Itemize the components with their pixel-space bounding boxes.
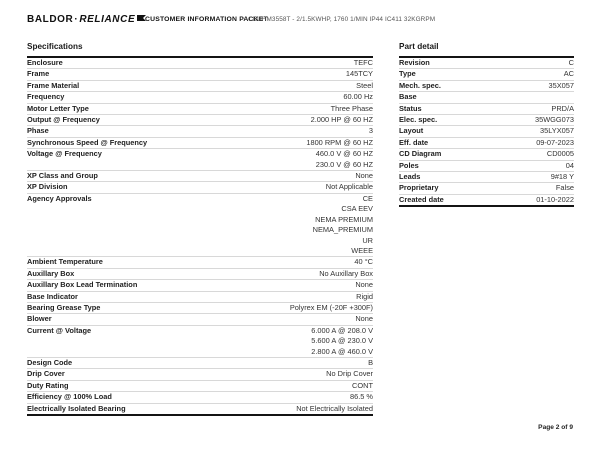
table-row bbox=[399, 92, 574, 103]
table-row bbox=[399, 138, 574, 149]
table-row bbox=[27, 58, 373, 69]
row-value: C bbox=[568, 58, 574, 67]
row-value: 04 bbox=[565, 160, 574, 170]
table-row bbox=[399, 183, 574, 194]
row-values bbox=[68, 182, 373, 192]
row-value: 2.000 HP @ 60 HZ bbox=[310, 115, 373, 125]
row-label: Layout bbox=[399, 126, 424, 136]
row-label: Design Code bbox=[27, 357, 73, 367]
row-values bbox=[112, 392, 373, 402]
row-label: Base bbox=[399, 92, 417, 102]
row-value: 6.000 A @ 208.0 V bbox=[311, 325, 373, 335]
table-row bbox=[399, 161, 574, 172]
table-row bbox=[399, 104, 574, 115]
row-values bbox=[49, 126, 373, 136]
table-row bbox=[399, 58, 574, 69]
baldor-reliance-logo bbox=[27, 14, 146, 25]
row-value: Rigid bbox=[356, 291, 373, 301]
table-row bbox=[27, 126, 373, 137]
row-value: 86.5 % bbox=[349, 392, 373, 402]
row-value: 1800 RPM @ 60 HZ bbox=[306, 137, 373, 147]
row-values bbox=[430, 58, 574, 68]
row-label: Frequency bbox=[27, 92, 65, 102]
table-row bbox=[27, 194, 373, 257]
table-row bbox=[27, 381, 373, 392]
row-value: CD0005 bbox=[546, 149, 574, 159]
row-label: Poles bbox=[399, 160, 419, 170]
row-value: Polyrex EM (-20F +300F) bbox=[289, 302, 373, 312]
table-row bbox=[27, 269, 373, 280]
row-value: Not Applicable bbox=[325, 182, 373, 192]
row-value: WEEE bbox=[351, 245, 373, 255]
row-label: Status bbox=[399, 103, 422, 113]
row-value: Not Electrically Isolated bbox=[296, 403, 373, 413]
row-values bbox=[438, 183, 574, 193]
table-row bbox=[27, 182, 373, 193]
row-values bbox=[126, 404, 373, 414]
row-label: Motor Letter Type bbox=[27, 103, 89, 113]
row-value: 60.00 Hz bbox=[343, 92, 373, 102]
row-label: CD Diagram bbox=[399, 149, 442, 159]
row-label: Leads bbox=[399, 172, 421, 182]
row-values bbox=[78, 292, 373, 302]
row-label: Proprietary bbox=[399, 183, 439, 193]
row-values bbox=[91, 326, 373, 357]
table-row bbox=[27, 104, 373, 115]
row-value: 01-10-2022 bbox=[536, 194, 574, 204]
table-row bbox=[27, 92, 373, 103]
row-label: Voltage @ Frequency bbox=[27, 149, 102, 159]
row-values bbox=[52, 314, 373, 324]
row-label: Electrically Isolated Bearing bbox=[27, 403, 126, 413]
row-label: Phase bbox=[27, 126, 49, 136]
row-value: 09-07-2023 bbox=[536, 137, 574, 147]
row-value: NEMA_PREMIUM bbox=[312, 225, 373, 235]
row-value: CSA EEV bbox=[341, 204, 373, 214]
table-row bbox=[27, 358, 373, 369]
row-values bbox=[441, 149, 574, 159]
row-label: Blower bbox=[27, 314, 52, 324]
table-row bbox=[27, 171, 373, 182]
specifications-table bbox=[27, 56, 373, 416]
row-value: No Drip Cover bbox=[326, 369, 373, 379]
row-values bbox=[137, 280, 373, 290]
row-value: 460.0 V @ 60 HZ bbox=[315, 149, 373, 159]
row-value: AC bbox=[563, 69, 574, 79]
table-row bbox=[27, 369, 373, 380]
row-label: Eff. date bbox=[399, 137, 429, 147]
table-row bbox=[399, 69, 574, 80]
table-row bbox=[27, 404, 373, 414]
row-label: Current @ Voltage bbox=[27, 325, 92, 335]
table-row bbox=[27, 303, 373, 314]
row-value: None bbox=[355, 314, 373, 324]
row-values bbox=[49, 69, 373, 79]
row-values bbox=[420, 172, 574, 182]
row-value: 5.600 A @ 230.0 V bbox=[311, 336, 373, 346]
row-label: Frame bbox=[27, 69, 50, 79]
row-label: Elec. spec. bbox=[399, 115, 438, 125]
row-values bbox=[68, 381, 373, 391]
table-row bbox=[399, 126, 574, 137]
row-value: CONT bbox=[352, 380, 373, 390]
row-label: Auxillary Box Lead Termination bbox=[27, 280, 138, 290]
row-label: Ambient Temperature bbox=[27, 257, 103, 267]
row-label: Type bbox=[399, 69, 416, 79]
row-label: Efficiency @ 100% Load bbox=[27, 392, 112, 402]
table-row bbox=[27, 69, 373, 80]
row-label: Auxillary Box bbox=[27, 268, 75, 278]
table-row bbox=[399, 81, 574, 92]
part-detail-table bbox=[399, 56, 574, 207]
row-values bbox=[89, 104, 373, 114]
specifications-heading: Specifications bbox=[27, 42, 83, 51]
table-row bbox=[27, 115, 373, 126]
row-value: None bbox=[355, 171, 373, 181]
row-value: 35WGG073 bbox=[534, 115, 574, 125]
row-label: Synchronous Speed @ Frequency bbox=[27, 137, 148, 147]
row-value: No Auxillary Box bbox=[319, 268, 373, 278]
row-values bbox=[72, 358, 373, 368]
row-values bbox=[416, 69, 574, 79]
row-label: XP Division bbox=[27, 182, 68, 192]
part-detail-heading: Part detail bbox=[399, 42, 439, 51]
row-values bbox=[441, 81, 574, 91]
table-row bbox=[27, 81, 373, 92]
page-number: Page 2 of 9 bbox=[538, 424, 573, 431]
row-label: Agency Approvals bbox=[27, 193, 92, 203]
row-value: 3 bbox=[368, 126, 373, 136]
table-row bbox=[399, 172, 574, 183]
row-value: Three Phase bbox=[330, 103, 373, 113]
row-label: Frame Material bbox=[27, 80, 80, 90]
row-value: 145TCY bbox=[345, 69, 373, 79]
row-values bbox=[63, 58, 373, 68]
row-values bbox=[437, 115, 574, 125]
row-value: 2.800 A @ 460.0 V bbox=[311, 346, 373, 356]
row-value: False bbox=[555, 183, 574, 193]
row-value: TEFC bbox=[353, 58, 373, 67]
brand-separator: · bbox=[74, 14, 79, 25]
brand-baldor: BALDOR bbox=[27, 14, 74, 25]
row-values bbox=[423, 126, 574, 136]
row-label: Output @ Frequency bbox=[27, 115, 100, 125]
row-values bbox=[444, 195, 574, 205]
row-label: Revision bbox=[399, 58, 430, 67]
table-row bbox=[27, 292, 373, 303]
row-values bbox=[98, 171, 373, 181]
row-values bbox=[103, 257, 373, 267]
row-label: Duty Rating bbox=[27, 380, 69, 390]
row-values bbox=[417, 92, 574, 102]
row-values bbox=[79, 81, 373, 91]
table-row bbox=[27, 392, 373, 403]
row-value: 35LYX057 bbox=[540, 126, 574, 136]
row-values bbox=[100, 303, 373, 313]
row-label: Base Indicator bbox=[27, 291, 78, 301]
table-row bbox=[399, 115, 574, 126]
part-summary: CEUHM3558T - 2/1.5KWHP, 1760 1/MIN IP44 IC411 32KGRPM bbox=[248, 16, 436, 23]
row-values bbox=[65, 369, 373, 379]
row-value: PRD/A bbox=[551, 103, 574, 113]
document-title: CUSTOMER INFORMATION PACKET bbox=[145, 16, 268, 23]
row-values bbox=[147, 138, 373, 148]
row-value: Steel bbox=[356, 80, 373, 90]
row-value: None bbox=[355, 280, 373, 290]
row-label: XP Class and Group bbox=[27, 171, 98, 181]
table-row bbox=[27, 149, 373, 171]
table-row bbox=[27, 138, 373, 149]
row-value: NEMA PREMIUM bbox=[315, 214, 373, 224]
row-values bbox=[422, 104, 574, 114]
table-row bbox=[399, 149, 574, 160]
row-values bbox=[74, 269, 373, 279]
part-detail-section bbox=[399, 42, 574, 207]
row-values bbox=[419, 161, 574, 171]
table-row bbox=[27, 257, 373, 268]
row-label: Mech. spec. bbox=[399, 80, 441, 90]
row-value: CE bbox=[362, 193, 373, 203]
row-values bbox=[100, 115, 373, 125]
row-values bbox=[102, 149, 373, 170]
row-label: Drip Cover bbox=[27, 369, 65, 379]
specifications-section bbox=[27, 42, 373, 416]
row-value: UR bbox=[362, 235, 373, 245]
row-value: 40 °C bbox=[354, 257, 373, 267]
table-row bbox=[27, 326, 373, 358]
row-values bbox=[428, 138, 574, 148]
row-value: 35X057 bbox=[548, 80, 574, 90]
table-row bbox=[399, 195, 574, 205]
row-value: B bbox=[368, 357, 373, 367]
table-row bbox=[27, 280, 373, 291]
brand-reliance: RELIANCE bbox=[79, 14, 136, 25]
row-value: 9#18 Y bbox=[550, 172, 574, 182]
row-values bbox=[64, 92, 373, 102]
page-header bbox=[0, 0, 600, 32]
row-value: 230.0 V @ 60 HZ bbox=[315, 159, 373, 169]
row-values bbox=[92, 194, 373, 256]
row-label: Created date bbox=[399, 194, 444, 204]
row-label: Enclosure bbox=[27, 58, 63, 67]
row-label: Bearing Grease Type bbox=[27, 302, 101, 312]
table-row bbox=[27, 314, 373, 325]
